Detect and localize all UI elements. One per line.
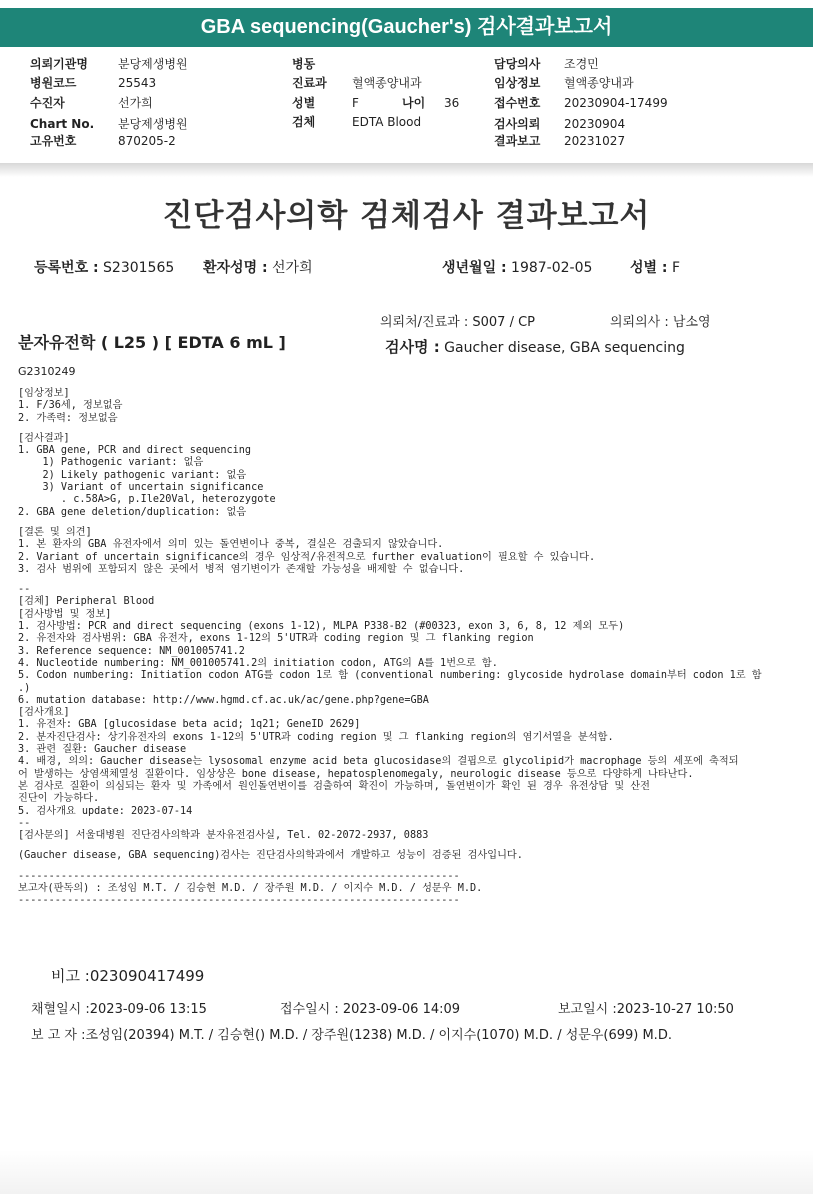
- report-line: [임상정보]: [18, 388, 70, 399]
- requesting-doctor: [610, 311, 711, 330]
- specimen-id: G2310249: [18, 365, 76, 378]
- test-name: [385, 336, 685, 357]
- dob-label: 생년월일 :: [442, 260, 507, 276]
- hdr-value: 25543: [118, 76, 157, 90]
- hdr-label: 성별: [292, 96, 316, 110]
- report-line: 어 발생하는 상염색체열성 질환이다. 임상상은 bone disease, hepatosplenomegaly, neurologic disease 등으로 다양하게 나타난다.: [18, 768, 694, 780]
- hdr-value: 20230904-17499: [564, 96, 668, 110]
- report-line: 3) Variant of uncertain significance: [18, 482, 264, 494]
- age-value: 36: [444, 96, 460, 110]
- hdr-label: 담당의사: [494, 57, 541, 71]
- hdr-label: 검사의뢰: [494, 117, 541, 131]
- reg-value: S2301565: [103, 260, 175, 276]
- report-line: [검사개요]: [18, 707, 70, 719]
- hdr-label: 검체: [292, 115, 316, 129]
- test-value: Gaucher disease, GBA sequencing: [444, 340, 685, 356]
- reg-label: 등록번호 :: [34, 260, 99, 276]
- patient-sex: [630, 257, 680, 277]
- report-line: 진단이 가능하다.: [18, 793, 100, 805]
- report-line: 2. GBA gene deletion/duplication: 없음: [18, 506, 247, 518]
- collected-value: 2023-09-06 13:15: [89, 1002, 207, 1017]
- patient-name: [203, 257, 313, 277]
- report-line: [검사문의] 서울대병원 진단검사의학과 분자유전검사실, Tel. 02-2072-2937, 0883: [18, 830, 429, 842]
- report-line: [검체] Peripheral Blood: [18, 596, 155, 608]
- section-title: 분자유전학 ( L25 ) [ EDTA 6 mL ]: [18, 333, 286, 352]
- dept-value: S007 / CP: [472, 315, 536, 330]
- hdr-label: 임상정보: [494, 76, 541, 90]
- report-line: 5. 검사개요 update: 2023-07-14: [18, 805, 193, 817]
- header-divider: [0, 163, 813, 177]
- report-line: (Gaucher disease, GBA sequencing)검사는 진단검사의학과에서 개발하고 성능이 검증된 검사입니다.: [18, 850, 523, 862]
- reported-time: [558, 998, 734, 1017]
- report-line: 1. 유전자: GBA [glucosidase beta acid; 1q21; GeneID 2629]: [18, 719, 361, 731]
- hdr-label: 결과보고: [494, 134, 541, 148]
- hdr-value: 분당제생병원: [118, 117, 188, 131]
- collected-time: [31, 998, 207, 1017]
- hdr-value: 분당제생병원: [118, 57, 188, 71]
- report-line: 2. 가족력: 정보없음: [18, 412, 118, 424]
- report-line: 1. F/36세, 정보없음: [18, 400, 123, 412]
- remark-value: 023090417499: [89, 967, 205, 985]
- hdr-value: 20230904: [564, 117, 626, 131]
- hdr-value: 870205-2: [118, 134, 176, 148]
- report-line: [결론 및 의견]: [18, 526, 92, 538]
- birth-date: [442, 257, 592, 277]
- report-line: 2. Variant of uncertain significance의 경우 임상적/유전적으로 further evaluation이 필요할 수 있습니다.: [18, 551, 596, 563]
- remark-label: 비고 :: [51, 967, 90, 985]
- report-line: 2. 분자진단검사: 상기유전자의 exons 1-12의 5'UTR과 coding region 및 그 flanking region의 염기서열을 분석함.: [18, 731, 614, 743]
- received-time: [280, 998, 460, 1017]
- age-label: 나이: [402, 96, 426, 110]
- registration-no: [34, 257, 174, 277]
- report-line: --: [18, 584, 31, 596]
- hdr-label: 병원코드: [30, 76, 77, 90]
- received-label: 접수일시 :: [280, 1002, 339, 1017]
- dept-label: 의뢰처/진료과 :: [380, 315, 469, 330]
- report-line: 4. Nucleotide numbering: NM_001005741.2의 initiation codon, ATG의 A를 1번으로 함.: [18, 657, 498, 669]
- hdr-value: F: [352, 96, 359, 110]
- hdr-label: Chart No.: [30, 117, 95, 131]
- dob-value: 1987-02-05: [511, 260, 593, 276]
- report-line: .): [18, 682, 31, 694]
- report-line: [18, 863, 762, 871]
- reported-label: 보고일시 :: [558, 1002, 617, 1017]
- report-line: [18, 576, 762, 584]
- report-title: 진단검사의학 검체검사 결과보고서: [162, 198, 651, 234]
- report-line: 6. mutation database: http://www.hgmd.cf.ac.uk/ac/gene.php?gene=GBA: [18, 694, 429, 706]
- header-col1: [30, 56, 270, 152]
- name-value: 선가희: [272, 260, 313, 276]
- remark: [51, 965, 204, 986]
- report-line: 1. 본 환자의 GBA 유전자에서 의미 있는 돌연변이나 중복, 결실은 검출되지 않았습니다.: [18, 539, 444, 551]
- report-line: 4. 배경, 의의: Gaucher disease는 lysosomal enzyme acid beta glucosidase의 결핍으로 glycolipid가 macrophage 등의 세포에 축적되: [18, 756, 739, 768]
- header-col3: [494, 56, 694, 152]
- report-line: 1. GBA gene, PCR and direct sequencing: [18, 445, 252, 457]
- report-line: 3. 관련 질환: Gaucher disease: [18, 744, 187, 756]
- collected-label: 채혈일시 :: [31, 1002, 90, 1017]
- report-line: . c.58A>G, p.Ile20Val, heterozygote: [18, 494, 276, 506]
- page-bottom: [0, 1150, 813, 1194]
- doctor-label: 의뢰의사 :: [610, 315, 669, 330]
- report-line: ------------------------------------------------------------------------: [18, 895, 460, 907]
- hdr-value: 선가희: [118, 96, 153, 110]
- report-line: 3. Reference sequence: NM_001005741.2: [18, 645, 245, 657]
- report-line: 2) Likely pathogenic variant: 없음: [18, 469, 247, 481]
- hdr-label: 의뢰기관명: [30, 57, 88, 71]
- reported-value: 2023-10-27 10:50: [616, 1002, 734, 1017]
- hdr-value: 혈액종양내과: [352, 76, 422, 90]
- report-line: 보고자(판독의) : 조성임 M.T. / 김승현 M.D. / 장주원 M.D. / 이지수 M.D. / 성문우 M.D.: [18, 882, 483, 894]
- sex-value: F: [671, 260, 681, 276]
- hdr-value: 조경민: [564, 57, 599, 71]
- hdr-value: 혈액종양내과: [564, 76, 634, 90]
- report-line: [검사결과]: [18, 432, 70, 444]
- reporter-value: 조성임(20394) M.T. / 김승현() M.D. / 장주원(1238) M.D. / 이지수(1070) M.D. / 성문우(699) M.D.: [85, 1028, 672, 1043]
- report-line: 1. 검사방법: PCR and direct sequencing (exons 1-12), MLPA P338-B2 (#00323, exon 3, 6, 8, 12 제외 모두): [18, 621, 625, 633]
- report-line: [18, 425, 762, 433]
- received-value: 2023-09-06 14:09: [342, 1002, 461, 1017]
- report-line: 본 검사로 질환이 의심되는 환자 및 가족에서 원인돌연변이를 검출하여 확진이 가능하며, 돌연변이가 확인 된 경우 유전상담 및 산전: [18, 780, 650, 792]
- report-line: 1) Pathogenic variant: 없음: [18, 457, 204, 469]
- hdr-value: 20231027: [564, 134, 626, 148]
- report-line: 2. 유전자와 검사범위: GBA 유전자, exons 1-12의 5'UTR과 coding region 및 그 flanking region: [18, 633, 534, 645]
- hdr-label: 수진자: [30, 96, 65, 110]
- hdr-label: 병동: [292, 57, 316, 71]
- reporters: [31, 1024, 672, 1043]
- test-label: 검사명 :: [385, 338, 440, 356]
- hdr-label: 접수번호: [494, 96, 541, 110]
- report-line: 3. 검사 범위에 포함되지 않은 곳에서 병적 염기변이가 존재할 가능성을 배제할 수 없습니다.: [18, 563, 465, 575]
- report-line: 5. Codon numbering: Initiation codon ATG를 codon 1로 함 (conventional numbering: glycoside hydrolase domain부터 codon 1로 함: [18, 670, 762, 682]
- report-line: ------------------------------------------------------------------------: [18, 870, 460, 882]
- name-label: 환자성명 :: [203, 260, 268, 276]
- report-line: --: [18, 817, 31, 829]
- hdr-value: EDTA Blood: [352, 115, 422, 129]
- doctor-value: 남소영: [672, 315, 711, 330]
- report-banner: GBA sequencing(Gaucher's) 검사결과보고서: [0, 8, 813, 47]
- sex-label: 성별 :: [630, 260, 668, 276]
- reporter-label: 보 고 자 :: [31, 1028, 86, 1043]
- report-line: [18, 519, 762, 527]
- report-body: [18, 388, 762, 908]
- department: [380, 311, 535, 330]
- report-line: [검사방법 및 정보]: [18, 608, 112, 620]
- hdr-label: 고유번호: [30, 134, 77, 148]
- header-col2: [292, 56, 482, 136]
- hdr-label: 진료과: [292, 76, 327, 90]
